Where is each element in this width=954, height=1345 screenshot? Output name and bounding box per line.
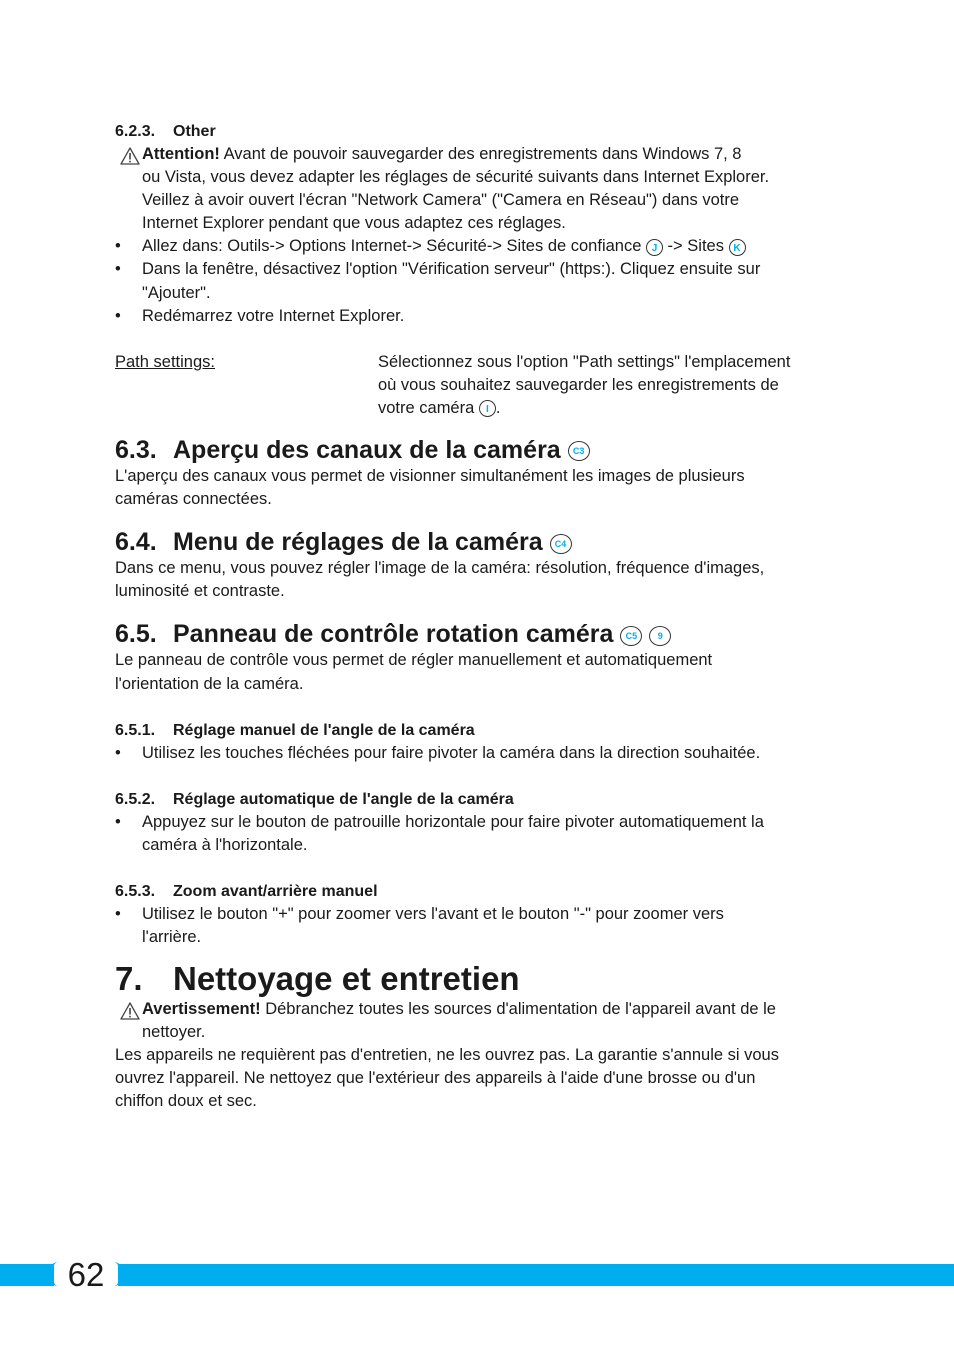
page-content bbox=[115, 120, 840, 1114]
subsection-heading-6-2-3: 6.2.3. Other bbox=[115, 123, 216, 140]
ref-badge-9: 9 bbox=[649, 626, 671, 646]
ref-badge-j: J bbox=[646, 239, 663, 256]
attention-note: Attention! Avant de pouvoir sauvegarder des enregistrements dans Windows 7, 8 ou Vista, vous devez adapter les réglages de sécurité suivants dans Internet Explorer. Veillez à avoir ouvert l'écran "Network Camera" ("Camera en Réseau") dans votre Internet Explorer pendant que vous adaptez ces réglages. bbox=[115, 143, 840, 235]
warning-triangle-icon bbox=[120, 1002, 140, 1020]
warning-label: Avertissement! bbox=[142, 1000, 261, 1019]
attention-label: Attention! bbox=[142, 145, 220, 163]
path-settings-row bbox=[115, 351, 840, 420]
subsection-heading-6-5-2: 6.5.2. Réglage automatique de l'angle de la caméra bbox=[115, 790, 514, 808]
warning-triangle-icon bbox=[120, 147, 140, 165]
list-item: • Appuyez sur le bouton de patrouille horizontale pour faire pivoter automatiquement la caméra à l'horizontale. bbox=[115, 812, 764, 854]
subsection-heading-6-5-3: 6.5.3. Zoom avant/arrière manuel bbox=[115, 882, 378, 900]
chapter-heading-7: 7. Nettoyage et entretien bbox=[115, 960, 520, 998]
section-paragraph: Les appareils ne requièrent pas d'entretien, ne les ouvrez pas. La garantie s'annule si vous ouvrez l'appareil. Ne nettoyez que l'extérieur des appareils à l'aide d'une brosse ou d'un chiffon doux et sec. bbox=[115, 1046, 779, 1111]
page-number-bracket-left bbox=[50, 1262, 60, 1286]
list-item: • Utilisez les touches fléchées pour faire pivoter la caméra dans la direction souhaitée. bbox=[115, 743, 761, 762]
list-item: • Allez dans: Outils-> Options Internet-> Sécurité-> Sites de confiance J -> Sites K bbox=[115, 235, 840, 258]
list-item: • Utilisez le bouton "+" pour zoomer vers l'avant et le bouton "-" pour zoomer vers l'arrière. bbox=[115, 904, 724, 946]
list-item: • Redémarrez votre Internet Explorer. bbox=[115, 306, 405, 325]
ref-badge-c4: C4 bbox=[550, 534, 572, 554]
list-item: • Dans la fenêtre, désactivez l'option "Vérification serveur" (https:). Cliquez ensuite sur "Ajouter". bbox=[115, 260, 761, 302]
subsection-heading-6-5-1: 6.5.1. Réglage manuel de l'angle de la caméra bbox=[115, 721, 475, 739]
path-settings-description: Sélectionnez sous l'option "Path settings" l'emplacement où vous souhaitez sauvegarder les enregistrements de votre caméra I . bbox=[378, 352, 791, 417]
path-settings-label: Path settings: bbox=[115, 352, 215, 371]
section-paragraph: L'aperçu des canaux vous permet de visionner simultanément les images de plusieurs caméras connectées. bbox=[115, 467, 745, 509]
section-heading-6-5: 6.5. Panneau de contrôle rotation caméra C5 9 bbox=[115, 619, 840, 649]
section-paragraph: Le panneau de contrôle vous permet de régler manuellement et automatiquement l'orientation de la caméra. bbox=[115, 651, 713, 693]
section-heading-6-3: 6.3. Aperçu des canaux de la caméra C3 bbox=[115, 435, 840, 465]
warning-note: Avertissement! Débranchez toutes les sources d'alimentation de l'appareil avant de le nettoyer. bbox=[115, 998, 840, 1044]
page-number-bracket-right bbox=[112, 1262, 122, 1286]
page-number: 62 bbox=[54, 1256, 118, 1294]
footer-accent-bar bbox=[0, 1264, 954, 1286]
ref-badge-i: I bbox=[479, 400, 496, 417]
ref-badge-k: K bbox=[729, 239, 746, 256]
section-heading-6-4: 6.4. Menu de réglages de la caméra C4 bbox=[115, 527, 840, 557]
ref-badge-c5: C5 bbox=[620, 626, 642, 646]
section-paragraph: Dans ce menu, vous pouvez régler l'image de la caméra: résolution, fréquence d'images, luminosité et contraste. bbox=[115, 559, 765, 601]
ref-badge-c3: C3 bbox=[568, 441, 590, 461]
